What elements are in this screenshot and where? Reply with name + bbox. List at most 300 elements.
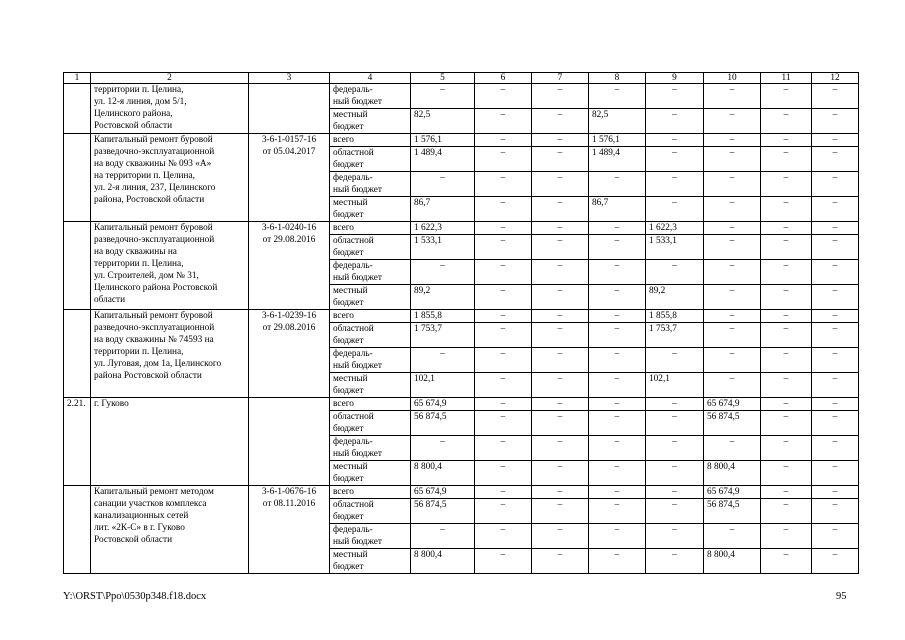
funding-source-line: ный бюджет [333,537,382,547]
funding-source-line: областной [333,324,374,334]
document-ref-cell [249,84,330,134]
amount-cell: – [589,260,646,285]
amount-cell: – [812,84,859,109]
column-number: 12 [812,73,859,84]
object-name-line: санации участков комплекса [94,499,207,509]
amount-cell: – [589,411,646,436]
amount-cell: – [812,436,859,461]
amount-cell: – [761,222,812,235]
column-number-row [64,73,859,84]
column-number: 3 [249,73,330,84]
amount-cell: 102,1 [411,373,475,398]
amount-cell: – [475,549,532,574]
amount-cell: – [475,285,532,310]
funding-source-cell [330,84,411,109]
amount-cell: – [646,172,704,197]
amount-cell: – [646,436,704,461]
amount-cell: – [812,285,859,310]
funding-source-line: федераль- [333,173,373,183]
item-index [64,486,91,574]
amount-cell: – [589,310,646,323]
amount-cell: 1 855,8 [411,310,475,323]
funding-source-cell [330,235,411,260]
funding-source-cell [330,348,411,373]
amount-cell: – [475,461,532,486]
amount-cell: – [589,84,646,109]
funding-source-line: областной [333,500,374,510]
item-index: 2.21. [64,398,91,486]
object-name-line: ул. 2-я линия, 237, Целинского [94,183,216,193]
amount-cell: – [475,235,532,260]
amount-cell: 8 800,4 [704,461,761,486]
amount-cell: 1 489,4 [589,147,646,172]
column-number: 10 [704,73,761,84]
document-ref-cell [249,398,330,486]
amount-cell: – [475,373,532,398]
object-name-line: разведочно-эксплуатационной [94,235,215,245]
table-row [64,222,859,235]
funding-source-line: бюджет [333,210,364,220]
object-name-cell [91,310,249,398]
amount-cell: – [589,222,646,235]
amount-cell: 89,2 [646,285,704,310]
amount-cell: – [475,109,532,134]
object-name-line: района, Ростовской области [94,195,205,205]
object-name-line: Ростовской области [94,535,173,545]
amount-cell: – [589,524,646,549]
funding-source-line: областной [333,148,374,158]
funding-source-line: местный [333,110,368,120]
funding-source-line: местный [333,550,368,560]
amount-cell: – [761,486,812,499]
amount-cell: – [475,260,532,285]
object-name-line: области [94,295,126,305]
amount-cell: – [475,499,532,524]
funding-source-line: областной [333,412,374,422]
amount-cell: – [646,134,704,147]
object-name-line: ул. 12-я линия, дом 5/1, [94,97,187,107]
amount-cell: – [704,348,761,373]
funding-source-line: федераль- [333,525,373,535]
amount-cell: – [411,260,475,285]
amount-cell: – [812,134,859,147]
amount-cell: – [812,524,859,549]
amount-cell: – [704,323,761,348]
item-index [64,310,91,398]
amount-cell: – [761,348,812,373]
funding-source-line: местный [333,374,368,384]
funding-source-cell [330,436,411,461]
funding-source-cell [330,310,411,323]
amount-cell: – [589,235,646,260]
amount-cell: – [589,323,646,348]
amount-cell: 1 533,1 [411,235,475,260]
amount-cell: – [411,436,475,461]
document-ref-line: 3-6-1-0676-16 [261,487,317,497]
funding-source-cell [330,373,411,398]
amount-cell: 1 753,7 [411,323,475,348]
amount-cell: 1 753,7 [646,323,704,348]
page-number: 95 [836,591,847,602]
amount-cell: – [532,461,589,486]
funding-source-line: областной [333,236,374,246]
amount-cell: 89,2 [411,285,475,310]
amount-cell: 65 674,9 [704,398,761,411]
amount-cell: 65 674,9 [704,486,761,499]
amount-cell: 82,5 [411,109,475,134]
funding-source-line: федераль- [333,85,373,95]
amount-cell: – [475,348,532,373]
funding-source-cell [330,172,411,197]
amount-cell: – [475,398,532,411]
amount-cell: – [761,197,812,222]
object-name-line: Капитальный ремонт буровой [94,135,213,145]
amount-cell: 56 874,5 [704,411,761,436]
document-ref-cell [249,134,330,222]
amount-cell: – [646,486,704,499]
amount-cell: – [646,348,704,373]
column-number: 5 [411,73,475,84]
table-row [64,398,859,411]
funding-source-cell [330,323,411,348]
amount-cell: – [411,172,475,197]
object-name-line: ул. Строителей, дом № 31, [94,271,199,281]
amount-cell: – [532,411,589,436]
funding-source-cell [330,197,411,222]
amount-cell: – [475,147,532,172]
amount-cell: – [761,461,812,486]
document-ref-line: от 05.04.2017 [262,147,316,157]
object-name-line: района Ростовской области [94,371,202,381]
column-number: 2 [91,73,249,84]
object-name-line: канализационных сетей [94,511,189,521]
amount-cell: – [704,260,761,285]
funding-source-cell [330,109,411,134]
amount-cell: – [475,524,532,549]
amount-cell: – [761,109,812,134]
object-name-line: разведочно-эксплуатационной [94,323,215,333]
amount-cell: – [532,134,589,147]
amount-cell: – [704,436,761,461]
item-index [64,134,91,222]
document-ref-line: 3-6-1-0239-16 [261,311,317,321]
amount-cell: – [812,549,859,574]
amount-cell: – [704,172,761,197]
funding-source-line: ный бюджет [333,185,382,195]
document-ref-cell [249,486,330,574]
amount-cell: – [589,486,646,499]
funding-source-line: федераль- [333,437,373,447]
funding-source-cell [330,486,411,499]
object-name-line: на воду скважины на [94,247,177,257]
amount-cell: 56 874,5 [411,411,475,436]
object-name-line: на воду скважины № 093 «А» [94,159,212,169]
funding-source-line: ный бюджет [333,273,382,283]
table-row [64,486,859,499]
funding-source-line: ный бюджет [333,449,382,459]
object-name-cell [91,398,249,486]
amount-cell: – [761,373,812,398]
amount-cell: – [704,197,761,222]
amount-cell: – [761,436,812,461]
funding-source-line: местный [333,286,368,296]
amount-cell: – [704,147,761,172]
amount-cell: – [812,147,859,172]
amount-cell: – [646,411,704,436]
object-name-line: территории п. Целина, [94,259,184,269]
object-name-line: ул. Луговая, дом 1а, Целинского [94,359,222,369]
amount-cell: – [761,172,812,197]
object-name-line: территории п. Целина, [94,85,184,95]
amount-cell: – [646,84,704,109]
document-ref-line: 3-6-1-0157-16 [261,135,317,145]
amount-cell: – [812,461,859,486]
amount-cell: – [761,134,812,147]
funding-source-line: бюджет [333,298,364,308]
amount-cell: 8 800,4 [704,549,761,574]
amount-cell: – [646,147,704,172]
object-name-line: Капитальный ремонт буровой [94,223,213,233]
amount-cell: 65 674,9 [411,486,475,499]
amount-cell: 56 874,5 [704,499,761,524]
document-path: Y:\ORST\Ppo\0530p348.f18.docx [63,591,207,602]
amount-cell: 86,7 [411,197,475,222]
amount-cell: – [761,524,812,549]
amount-cell: – [646,461,704,486]
amount-cell: – [532,285,589,310]
amount-cell: – [812,373,859,398]
amount-cell: – [812,109,859,134]
amount-cell: – [532,373,589,398]
amount-cell: – [475,323,532,348]
amount-cell: – [475,486,532,499]
amount-cell: – [812,310,859,323]
amount-cell: – [589,285,646,310]
amount-cell: – [532,323,589,348]
amount-cell: – [812,348,859,373]
amount-cell: – [812,411,859,436]
amount-cell: – [589,436,646,461]
funding-source-line: бюджет [333,336,364,346]
column-number: 9 [646,73,704,84]
amount-cell: – [532,84,589,109]
funding-source-line: бюджет [333,474,364,484]
document-ref-cell [249,310,330,398]
amount-cell: – [646,524,704,549]
amount-cell: – [812,323,859,348]
amount-cell: – [812,499,859,524]
amount-cell: 1 489,4 [411,147,475,172]
amount-cell: – [761,411,812,436]
amount-cell: – [532,172,589,197]
item-index [64,222,91,310]
document-ref-line: от 29.08.2016 [262,235,316,245]
funding-source-line: всего [333,223,354,233]
object-name-cell [91,222,249,310]
amount-cell: – [532,197,589,222]
amount-cell: – [475,197,532,222]
amount-cell: – [812,197,859,222]
amount-cell: – [704,373,761,398]
amount-cell: – [475,134,532,147]
amount-cell: – [475,310,532,323]
funding-source-line: местный [333,198,368,208]
amount-cell: – [812,222,859,235]
amount-cell: – [761,398,812,411]
funding-source-line: бюджет [333,386,364,396]
funding-source-line: всего [333,487,354,497]
funding-source-cell [330,411,411,436]
amount-cell: – [532,398,589,411]
amount-cell: – [704,134,761,147]
table-row [64,134,859,147]
item-index [64,84,91,134]
amount-cell: – [812,398,859,411]
amount-cell: – [589,172,646,197]
funding-source-line: бюджет [333,512,364,522]
amount-cell: – [532,524,589,549]
amount-cell: – [532,499,589,524]
amount-cell: – [812,235,859,260]
amount-cell: – [532,147,589,172]
amount-cell: 1 576,1 [589,134,646,147]
amount-cell: – [704,222,761,235]
funding-source-line: бюджет [333,248,364,258]
funding-source-line: всего [333,135,354,145]
object-name-line: г. Гуково [94,399,129,409]
amount-cell: – [646,109,704,134]
funding-source-line: всего [333,311,354,321]
funding-source-line: всего [333,399,354,409]
amount-cell: – [761,235,812,260]
amount-cell: – [704,285,761,310]
funding-source-line: бюджет [333,562,364,572]
amount-cell: – [646,499,704,524]
funding-source-line: ный бюджет [333,97,382,107]
amount-cell: – [704,235,761,260]
funding-source-line: бюджет [333,160,364,170]
object-name-line: на воду скважины № 74593 на [94,335,214,345]
funding-source-cell [330,499,411,524]
amount-cell: 1 622,3 [411,222,475,235]
amount-cell: – [475,84,532,109]
table-row [64,84,859,109]
funding-source-cell [330,398,411,411]
document-ref-line: от 08.11.2016 [262,499,316,509]
funding-source-line: ный бюджет [333,361,382,371]
funding-source-cell [330,260,411,285]
object-name-cell [91,486,249,574]
funding-source-cell [330,549,411,574]
amount-cell: – [761,310,812,323]
amount-cell: – [704,310,761,323]
amount-cell: – [704,109,761,134]
amount-cell: – [812,486,859,499]
amount-cell: – [532,486,589,499]
object-name-cell [91,84,249,134]
funding-source-cell [330,461,411,486]
amount-cell: – [589,373,646,398]
amount-cell: – [761,285,812,310]
funding-source-line: местный [333,462,368,472]
funding-source-cell [330,147,411,172]
object-name-line: Целинского района, [94,109,173,119]
amount-cell: – [532,310,589,323]
funding-source-cell [330,524,411,549]
funding-source-line: бюджет [333,424,364,434]
object-name-line: разведочно-эксплуатационной [94,147,215,157]
funding-source-line: бюджет [333,122,364,132]
amount-cell: 8 800,4 [411,461,475,486]
amount-cell: 86,7 [589,197,646,222]
amount-cell: – [589,549,646,574]
document-ref-line: 3-6-1-0240-16 [261,223,317,233]
amount-cell: – [812,172,859,197]
amount-cell: 102,1 [646,373,704,398]
amount-cell: – [812,260,859,285]
amount-cell: 56 874,5 [411,499,475,524]
amount-cell: – [589,398,646,411]
amount-cell: – [761,260,812,285]
amount-cell: 65 674,9 [411,398,475,411]
amount-cell: 1 576,1 [411,134,475,147]
amount-cell: – [475,222,532,235]
object-name-line: Капитальный ремонт методом [94,487,214,497]
amount-cell: – [475,411,532,436]
amount-cell: – [646,398,704,411]
amount-cell: – [532,549,589,574]
amount-cell: 82,5 [589,109,646,134]
object-name-line: Целинского района Ростовской [94,283,218,293]
funding-source-cell [330,134,411,147]
funding-source-cell [330,222,411,235]
object-name-line: Ростовской области [94,121,173,131]
amount-cell: – [532,235,589,260]
budget-table [63,72,859,574]
document-ref-line: от 29.08.2016 [262,323,316,333]
amount-cell: – [704,524,761,549]
amount-cell: – [761,84,812,109]
column-number: 6 [475,73,532,84]
amount-cell: – [411,524,475,549]
table-row [64,310,859,323]
amount-cell: – [532,436,589,461]
amount-cell: – [411,84,475,109]
column-number: 7 [532,73,589,84]
amount-cell: – [475,436,532,461]
column-number: 11 [761,73,812,84]
amount-cell: – [761,499,812,524]
object-name-line: территории п. Целина, [94,347,184,357]
amount-cell: – [589,348,646,373]
amount-cell: – [475,172,532,197]
funding-source-line: федераль- [333,349,373,359]
amount-cell: 1 533,1 [646,235,704,260]
object-name-line: на территории п. Целина, [94,171,195,181]
amount-cell: – [761,323,812,348]
amount-cell: – [589,461,646,486]
amount-cell: 1 855,8 [646,310,704,323]
amount-cell: – [646,197,704,222]
amount-cell: – [411,348,475,373]
object-name-line: лит. «2К-С» в г. Гуково [94,523,185,533]
amount-cell: – [532,260,589,285]
amount-cell: – [532,348,589,373]
amount-cell: – [532,222,589,235]
column-number: 8 [589,73,646,84]
column-number: 4 [330,73,411,84]
funding-source-line: федераль- [333,261,373,271]
